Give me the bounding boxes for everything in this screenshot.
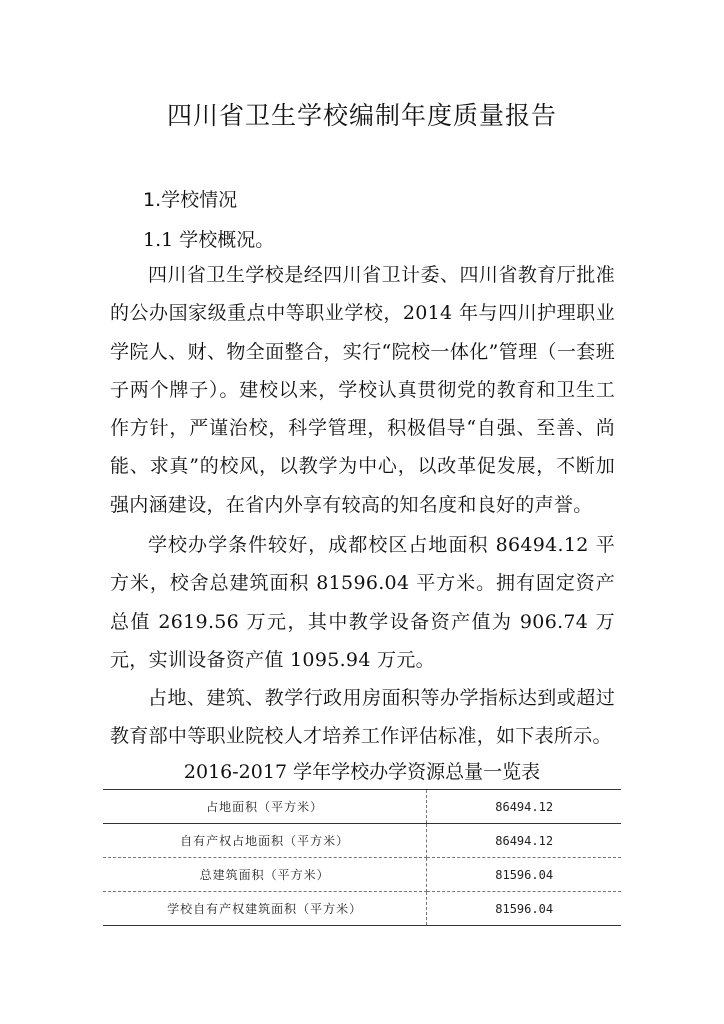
- document-title: 四川省卫生学校编制年度质量报告: [166, 101, 557, 130]
- table-cell-value: 86494.12: [427, 790, 621, 824]
- table-cell-value: 81596.04: [427, 858, 621, 892]
- paragraph-school-conditions: 学校办学条件较好，成都校区占地面积 86494.12 平方米，校舍总建筑面积 81596.04 平方米。拥有固定资产总值 2619.56 万元，其中教学设备资产值为 906.74 万元，实训设备资产值 1095.94 万元。: [110, 534, 615, 671]
- table-cell-label: 占地面积（平方米）: [103, 790, 427, 824]
- table-cell-value: 81596.04: [427, 892, 621, 926]
- section-heading: 1.学校情况: [143, 189, 238, 211]
- table-row: [103, 858, 621, 892]
- table-cell-label: 学校自有产权建筑面积（平方米）: [103, 892, 427, 926]
- paragraph-standards: 占地、建筑、教学行政用房面积等办学指标达到或超过教育部中等职业院校人才培养工作评估标准，如下表所示。: [110, 687, 615, 748]
- table-row: [103, 892, 621, 926]
- table-caption: 2016-2017 学年学校办学资源总量一览表: [183, 761, 541, 783]
- table-cell-label: 总建筑面积（平方米）: [103, 858, 427, 892]
- table-cell-label: 自有产权占地面积（平方米）: [103, 824, 427, 858]
- resources-table: [103, 789, 621, 926]
- table-row: [103, 824, 621, 858]
- table-row: [103, 790, 621, 824]
- paragraph-school-overview: 四川省卫生学校是经四川省卫计委、四川省教育厅批准的公办国家级重点中等职业学校，2014 年与四川护理职业学院人、财、物全面整合，实行“院校一体化”管理（一套班子两个牌子）。建校以来，学校认真贯彻党的教育和卫生工作方针，严谨治校，科学管理，积极倡导“自强、至善、尚能、求真”的校风，以教学为中心，以改革促发展，不断加强内涵建设，在省内外享有较高的知名度和良好的声誉。: [110, 264, 615, 516]
- table-cell-value: 86494.12: [427, 824, 621, 858]
- sub-heading: 1.1 学校概况。: [143, 229, 275, 251]
